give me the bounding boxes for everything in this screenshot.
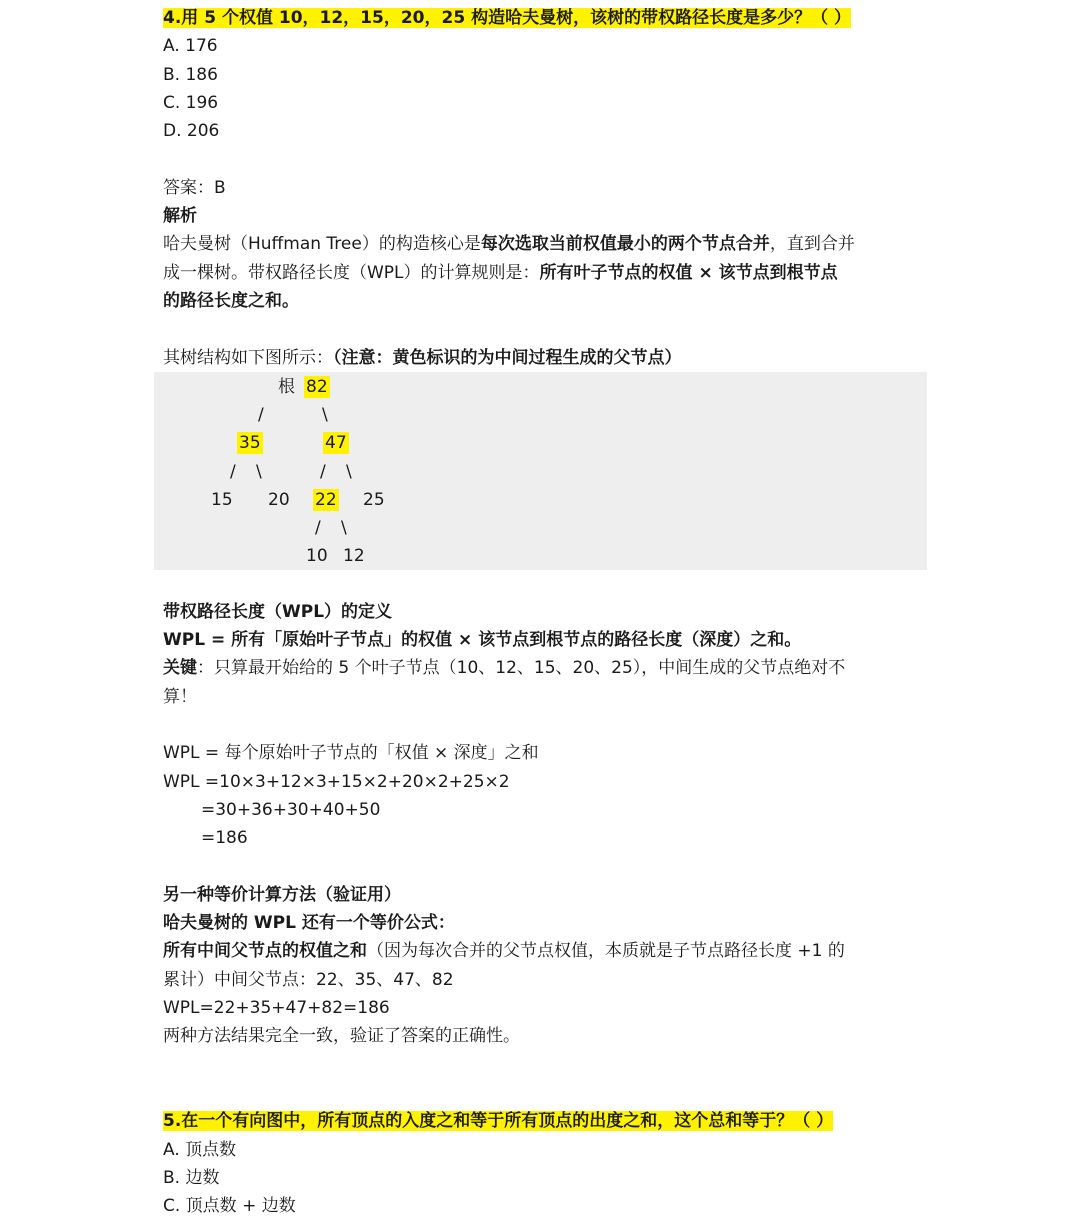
tree-note: （注意：黄色标识的为中间过程生成的父节点） xyxy=(333,347,682,368)
analysis-text: ，直到合并 xyxy=(769,234,855,255)
alt-emphasis: 所有中间父节点的权值之和 xyxy=(163,941,367,962)
q4-option-d: D. 206 xyxy=(163,121,220,142)
q4-option-b: B. 186 xyxy=(163,64,218,85)
alt-line: 两种方法结果完全一致，验证了答案的正确性。 xyxy=(163,1026,520,1047)
calc-line: =30+36+30+40+50 xyxy=(201,799,381,820)
analysis-text: 哈夫曼树（Huffman Tree）的构造核心是 xyxy=(163,234,481,255)
q4-option-a: A. 176 xyxy=(163,36,218,57)
tree-node-82: 82 xyxy=(306,377,328,397)
wpl-def-heading: 带权路径长度（WPL）的定义 xyxy=(163,601,393,622)
key-text: ：只算最开始给的 5 个叶子节点（10、12、15、20、25），中间生成的父节点绝对不 xyxy=(197,658,846,679)
tree-node-47: 47 xyxy=(325,433,347,453)
tree-node-15: 15 xyxy=(211,490,233,510)
tree-node-20: 20 xyxy=(268,490,290,510)
alt-heading: 另一种等价计算方法（验证用） xyxy=(163,884,401,905)
alt-text: （因为每次合并的父节点权值，本质就是子节点路径长度 +1 的 xyxy=(367,941,845,962)
tree-edge: \ xyxy=(341,518,347,538)
analysis-text: 成一棵树。带权路径长度（WPL）的计算规则是： xyxy=(163,262,540,283)
analysis-text: 的路径长度之和。 xyxy=(163,290,299,311)
tree-edge: \ xyxy=(256,462,262,482)
tree-node-25: 25 xyxy=(363,490,385,510)
tree-intro: 其树结构如下图所示： xyxy=(163,347,333,368)
tree-node-10: 10 xyxy=(306,546,328,566)
tree-node-12: 12 xyxy=(343,546,365,566)
q5-option-a: A. 顶点数 xyxy=(163,1139,237,1160)
question-5: 5.在一个有向图中，所有顶点的入度之和等于所有顶点的出度之和，这个总和等于？（ ） xyxy=(163,1111,834,1132)
tree-node-35: 35 xyxy=(239,433,261,453)
calc-line: WPL =10×3+12×3+15×2+20×2+25×2 xyxy=(163,771,510,792)
analysis-emphasis: 所有叶子节点的权值 × 该节点到根节点 xyxy=(539,262,838,283)
tree-edge: / xyxy=(320,462,326,482)
calc-line: =186 xyxy=(201,828,248,849)
q5-option-c: C. 顶点数 + 边数 xyxy=(163,1196,296,1217)
tree-edge: \ xyxy=(322,405,328,425)
tree-edge: \ xyxy=(346,462,352,482)
tree-edge: / xyxy=(315,518,321,538)
analysis-heading: 解析 xyxy=(163,206,197,227)
calc-line: WPL = 每个原始叶子节点的「权值 × 深度」之和 xyxy=(163,743,539,764)
key-text-cont: 算！ xyxy=(163,686,197,707)
alt-line: WPL=22+35+47+82=186 xyxy=(163,998,390,1019)
alt-line: 累计）中间父节点：22、35、47、82 xyxy=(163,969,454,990)
wpl-def-line: WPL = 所有「原始叶子节点」的权值 × 该节点到根节点的路径长度（深度）之和。 xyxy=(163,630,802,651)
q5-option-b: B. 边数 xyxy=(163,1167,220,1188)
answer-line: 答案：B xyxy=(163,177,226,198)
tree-root-label: 根 xyxy=(278,377,295,397)
analysis-emphasis: 每次选取当前权值最小的两个节点合并 xyxy=(480,234,770,255)
document-body xyxy=(163,4,923,1220)
alt-line: 哈夫曼树的 WPL 还有一个等价公式： xyxy=(163,913,455,934)
q4-option-c: C. 196 xyxy=(163,92,219,113)
question-4: 4.用 5 个权值 10，12，15，20，25 构造哈夫曼树，该树的带权路径长度是多少？（ ） xyxy=(163,8,851,28)
tree-edge: / xyxy=(258,405,264,425)
key-label: 关键 xyxy=(163,658,197,679)
tree-node-22: 22 xyxy=(315,490,337,510)
tree-edge: / xyxy=(230,462,236,482)
